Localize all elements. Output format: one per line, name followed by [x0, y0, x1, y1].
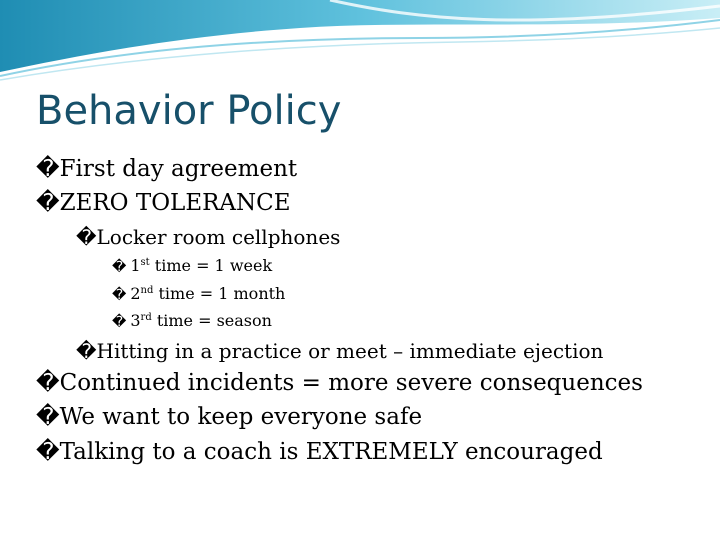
- bullet-text: First day agreement: [59, 156, 298, 182]
- bullet-item: [36, 156, 297, 182]
- bullet-icon: �: [36, 370, 60, 396]
- bullet-text: Talking to a coach is EXTREMELY encouraged: [59, 439, 603, 465]
- sub-bullet-item: [76, 339, 603, 363]
- bullet-text: Continued incidents = more severe consequences: [59, 370, 643, 396]
- bullet-text: Hitting in a practice or meet – immediate ejection: [96, 339, 604, 363]
- bullet-icon: �: [112, 314, 127, 330]
- bullet-icon: �: [36, 156, 60, 182]
- bullet-icon: �: [36, 190, 60, 216]
- bullet-icon: �: [76, 225, 97, 249]
- sub-bullet-item: [76, 225, 340, 249]
- bullet-text: We want to keep everyone safe: [59, 404, 423, 430]
- bullet-item: [36, 190, 291, 216]
- sub-sub-bullet-item: � 1st time = 1 week: [112, 256, 273, 275]
- bullet-item: [36, 439, 603, 465]
- bullet-text: Locker room cellphones: [96, 225, 341, 249]
- bullet-icon: �: [76, 339, 97, 363]
- bullet-icon: �: [36, 404, 60, 430]
- bullet-icon: �: [112, 259, 127, 275]
- sub-sub-bullet-item: � 2nd time = 1 month: [112, 284, 286, 303]
- bullet-text: ZERO TOLERANCE: [59, 190, 291, 216]
- bullet-icon: �: [36, 439, 60, 465]
- slide-title: Behavior Policy: [36, 88, 342, 134]
- bullet-icon: �: [112, 287, 127, 303]
- bullet-item: [36, 404, 422, 430]
- sub-sub-bullet-item: � 3rd time = season: [112, 311, 272, 330]
- bullet-item: [36, 370, 643, 396]
